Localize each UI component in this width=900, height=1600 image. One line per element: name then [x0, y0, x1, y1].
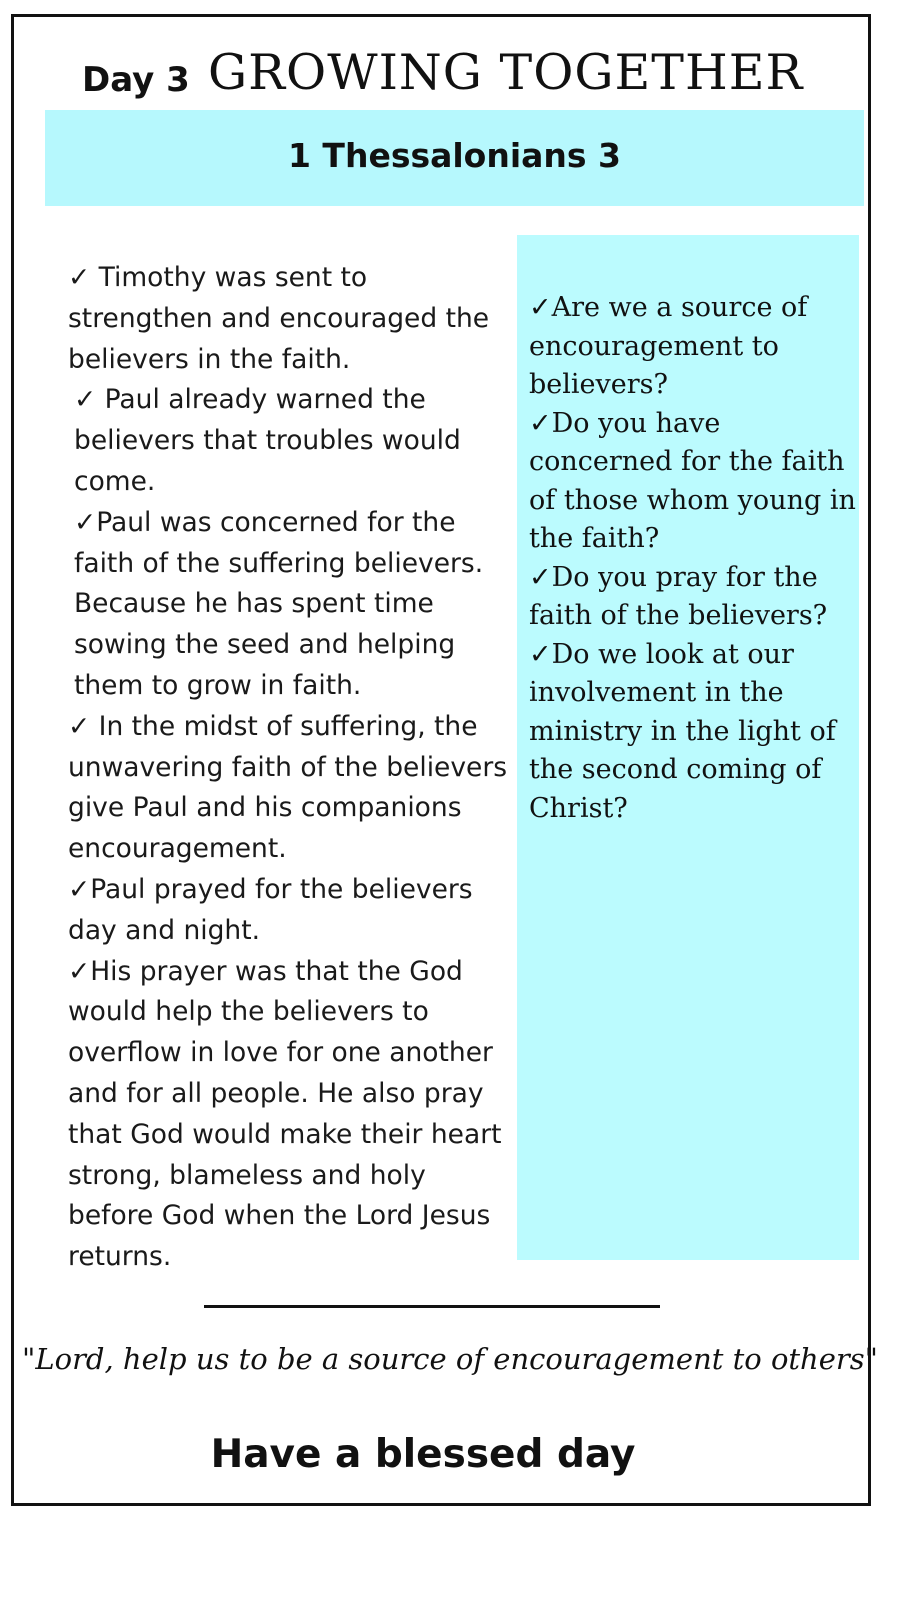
day-label: Day 3: [82, 60, 190, 100]
question-item: ✓Do you have concerned for the faith of those whom young in the faith?: [529, 407, 856, 554]
note-item: ✓Paul was concerned for the faith of the suffering believers. Because he has spent time sowing the seed and helping them to grow in faith.: [74, 506, 484, 701]
question-item: ✓Do we look at our involvement in the ministry in the light of the second coming of Christ?: [529, 638, 836, 824]
note-item: ✓Paul prayed for the believers day and night.: [68, 873, 473, 946]
closing-blessing: Have a blessed day: [210, 1432, 636, 1477]
passage-banner: [45, 110, 864, 206]
note-item: ✓ Timothy was sent to strengthen and encouraged the believers in the faith.: [68, 262, 490, 375]
passage-reference: 1 Thessalonians 3: [287, 136, 622, 175]
study-notes: [68, 258, 518, 1278]
note-item: ✓ Paul already warned the believers that troubles would come.: [74, 384, 461, 497]
question-item: ✓Are we a source of encouragement to believers?: [529, 292, 808, 400]
reflection-questions-box: [517, 235, 859, 1260]
note-item: ✓ In the midst of suffering, the unwavering faith of the believers give Paul and his companions encouragement.: [68, 710, 508, 865]
note-item: ✓His prayer was that the God would help the believers to overflow in love for one another and for all people. He also pray that God would make their heart strong, blameless and holy before God when the Lord Jesus returns.: [68, 955, 502, 1273]
question-item: ✓Do you pray for the faith of the believers?: [529, 561, 828, 631]
page-title: GROWING TOGETHER: [208, 44, 804, 101]
reflection-questions: [529, 289, 859, 828]
closing-prayer: "Lord, help us to be a source of encouragement to others": [22, 1342, 878, 1376]
divider-line: [204, 1305, 660, 1308]
